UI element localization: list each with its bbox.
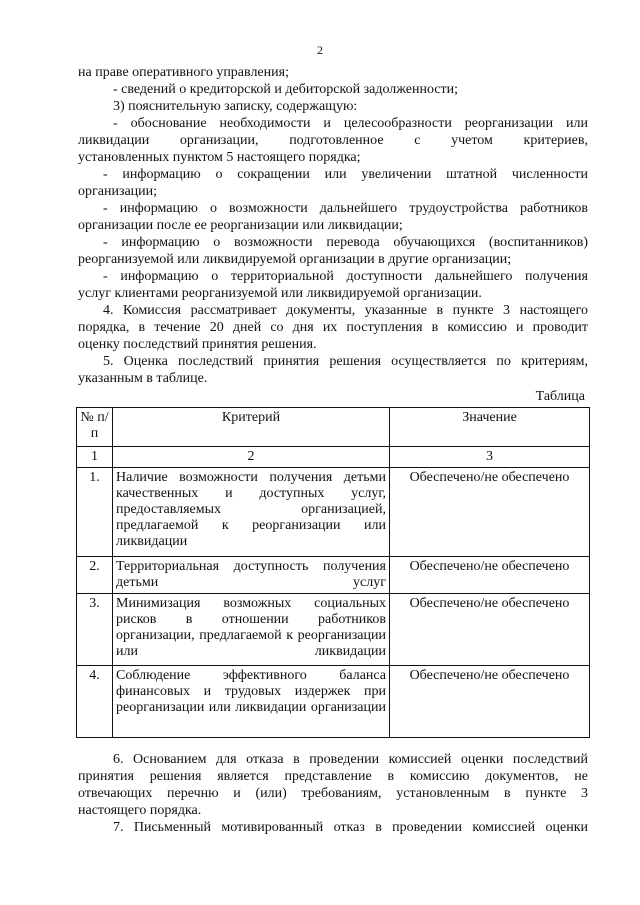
column-number-row: [77, 447, 590, 468]
table-row: [77, 666, 590, 738]
header-value: Значение: [390, 408, 590, 447]
text-line: 5. Оценка последствий принятия решения осуществляется по критериям,: [103, 354, 588, 369]
text-line: - информацию о сокращении или увеличении штатной численности: [103, 167, 588, 182]
text-line: принятия решения является представление в комиссию документов, не: [78, 769, 588, 784]
table-row: [77, 557, 590, 594]
text-line: - сведений о кредиторской и дебиторской задолженности;: [113, 82, 459, 97]
text-line: 4. Комиссия рассматривает документы, указанные в пункте 3 настоящего: [103, 303, 588, 318]
text-line: организации после ее реорганизации или ликвидации;: [78, 218, 403, 233]
row-num: 2.: [77, 557, 113, 594]
header-criterion: Критерий: [113, 408, 390, 447]
text-line: - обоснование необходимости и целесообразности реорганизации или: [113, 116, 588, 131]
text-line: настоящего порядка.: [78, 803, 202, 818]
col-number: 1: [77, 447, 113, 468]
text-line: порядка, в течение 20 дней со дня их поступления в комиссию и проводит: [78, 320, 588, 335]
text-line: - информацию о территориальной доступности дальнейшего получения: [103, 269, 588, 284]
text-line: указанным в таблице.: [78, 371, 208, 386]
row-value: Обеспечено/не обеспечено: [390, 468, 590, 557]
table-caption: Таблица: [535, 389, 585, 404]
text-line: услуг клиентами реорганизуемой или ликвидируемой организации.: [78, 286, 482, 301]
page-number: 2: [317, 43, 323, 57]
text-line: - информацию о возможности перевода обучающихся (воспитанников): [103, 235, 588, 250]
row-value: Обеспечено/не обеспечено: [390, 557, 590, 594]
text-line: 6. Основанием для отказа в проведении комиссией оценки последствий: [113, 752, 588, 767]
text-line: организации;: [78, 184, 158, 199]
table-row: [77, 594, 590, 666]
table-header-row: [77, 408, 590, 447]
row-criterion: Минимизация возможных социальных рисков в отношении работников организации, предлагаемой к реорганизации или ликвидации: [113, 594, 390, 666]
row-criterion: Территориальная доступность получения детьми услуг: [113, 557, 390, 594]
col-number: 2: [113, 447, 390, 468]
row-num: 1.: [77, 468, 113, 557]
text-line: оценку последствий принятия решения.: [78, 337, 317, 352]
row-value: Обеспечено/не обеспечено: [390, 594, 590, 666]
text-line: установленных пунктом 5 настоящего порядка;: [78, 150, 361, 165]
row-criterion: Наличие возможности получения детьми качественных и доступных услуг, предоставляемых организацией, предлагаемой к реорганизации или ликвидации: [113, 468, 390, 557]
text-line: ликвидации организации, подготовленное с учетом критериев,: [78, 133, 588, 148]
text-line: 7. Письменный мотивированный отказ в проведении комиссией оценки: [113, 820, 588, 835]
text-line: на праве оперативного управления;: [78, 65, 289, 80]
criteria-table: [76, 407, 590, 738]
text-line: отвечающих перечню и (или) требованиям, установленным в пункте 3: [78, 786, 588, 801]
text-line: реорганизуемой или ликвидируемой организации в другие организации;: [78, 252, 512, 267]
header-num: № п/п: [77, 408, 113, 447]
row-num: 4.: [77, 666, 113, 738]
text-line: 3) пояснительную записку, содержащую:: [113, 99, 358, 114]
row-criterion: Соблюдение эффективного баланса финансовых и трудовых издержек при реорганизации или ликвидации организации: [113, 666, 390, 738]
row-num: 3.: [77, 594, 113, 666]
row-value: Обеспечено/не обеспечено: [390, 666, 590, 738]
text-line: - информацию о возможности дальнейшего трудоустройства работников: [103, 201, 588, 216]
table-row: [77, 468, 590, 557]
col-number: 3: [390, 447, 590, 468]
